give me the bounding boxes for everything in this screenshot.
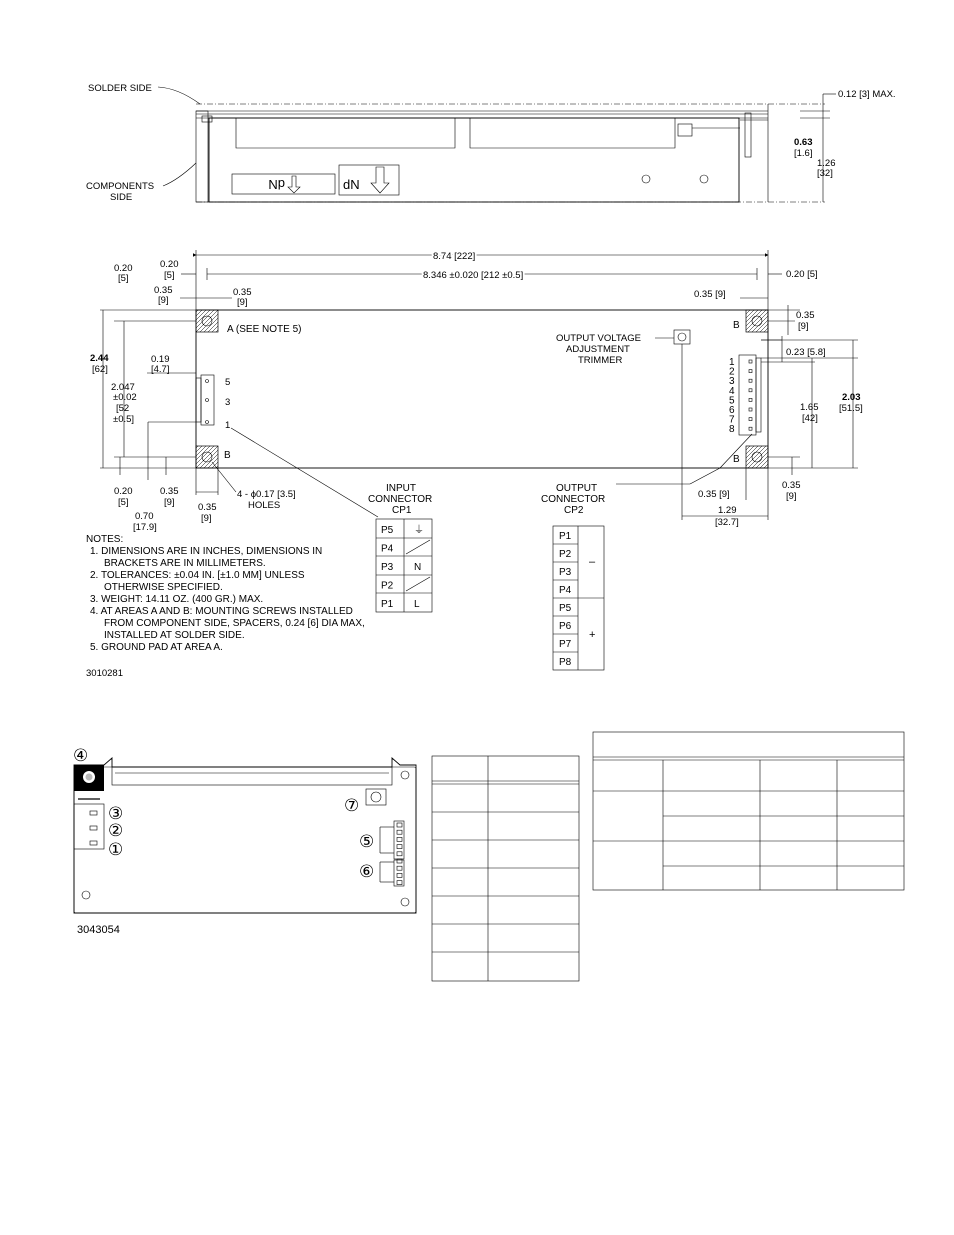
dim-2047-3: [52 — [116, 403, 130, 414]
cp2-pin: P5 — [559, 603, 572, 614]
cp2-negative: – — [589, 556, 596, 568]
dim-874: 8.74 [222] — [433, 251, 476, 262]
dim-035-d: 0.35 — [198, 502, 217, 513]
dim-129: 1.29 — [718, 505, 737, 516]
out-pin-square — [749, 398, 752, 401]
cp2-pin: P3 — [559, 567, 572, 578]
board-pin — [397, 859, 402, 863]
output-conn-label-3: CP2 — [564, 505, 584, 516]
cp2-table — [553, 526, 604, 670]
connector-label-2: dN — [343, 177, 360, 192]
board-callout-3: ③ — [108, 804, 124, 823]
connector-label-1: dN — [268, 177, 285, 192]
top-view — [90, 250, 863, 533]
trimmer-label-1: OUTPUT VOLTAGE — [556, 333, 641, 344]
board-pin — [397, 866, 402, 870]
out-pin-label: 7 — [729, 414, 735, 426]
cp2-pin: P4 — [559, 585, 572, 596]
dim-035-right-side: 0.35 — [796, 310, 815, 321]
out-pin-square — [749, 379, 752, 382]
dim-2047-4: ±0.5] — [113, 414, 135, 425]
board-callout-6: ⑥ — [359, 862, 375, 881]
input-conn-label-2: CONNECTOR — [368, 494, 433, 505]
dim-020-a-mm: [5] — [118, 273, 129, 284]
note-line-1: 1. DIMENSIONS ARE IN INCHES, DIMENSIONS IN — [90, 546, 323, 557]
note-line-2: BRACKETS ARE IN MILLIMETERS. — [104, 558, 266, 569]
board-callout-4: ④ — [73, 746, 89, 765]
drawing-number-2: 3043054 — [77, 924, 120, 936]
dim-side-063-mm: [1.6] — [794, 148, 813, 159]
trimmer-label-2: ADJUSTMENT — [566, 344, 630, 355]
area-b-label-2: B — [224, 450, 231, 461]
holes-label-2: HOLES — [248, 500, 281, 511]
area-b-label-3: B — [733, 454, 740, 465]
output-conn-label-2: CONNECTOR — [541, 494, 606, 505]
note-line-9: 5. GROUND PAD AT AREA A. — [90, 642, 223, 653]
board-diagram — [73, 746, 416, 936]
dim-203-mm: [51.5] — [839, 403, 863, 414]
dim-020-c-mm: [5] — [118, 497, 129, 508]
cp1-pin: P4 — [381, 543, 394, 555]
dim-203: 2.03 — [842, 392, 861, 403]
note-line-6: 4. AT AREAS A AND B: MOUNTING SCREWS INSTALLED — [90, 606, 353, 617]
dim-035-f: 0.35 — [782, 480, 801, 491]
note-line-5: 3. WEIGHT: 14.11 OZ. (400 GR.) MAX. — [90, 594, 264, 605]
dim-035-d-mm: [9] — [201, 513, 212, 524]
out-pin-square — [749, 370, 752, 373]
board-pin — [397, 852, 402, 856]
note-line-4: OTHERWISE SPECIFIED. — [104, 582, 223, 593]
cp1-pin: P1 — [381, 599, 394, 610]
board-pin — [397, 823, 402, 827]
dim-070: 0.70 — [135, 511, 154, 522]
out-pin-label: 5 — [729, 395, 735, 407]
cp2-pin: P6 — [559, 621, 572, 632]
note-line-8: INSTALLED AT SOLDER SIDE. — [104, 630, 245, 641]
out-pin-label: 3 — [729, 376, 735, 388]
cp1-pin: P5 — [381, 525, 394, 536]
board-callout-1: ① — [108, 840, 124, 859]
out-pin-square — [749, 427, 752, 430]
dim-020-right: 0.20 [5] — [786, 269, 818, 280]
pin-1: 1 — [225, 420, 231, 431]
out-pin-square — [749, 360, 752, 363]
cp2-positive: + — [589, 629, 596, 641]
cp1-table — [376, 519, 432, 612]
board-callout-7: ⑦ — [344, 796, 360, 815]
out-pin-square — [749, 408, 752, 411]
dim-8346: 8.346 ±0.020 [212 ±0.5] — [423, 270, 524, 281]
input-conn-label-1: INPUT — [386, 483, 416, 494]
cp1-pin: P3 — [381, 562, 394, 573]
dim-070-mm: [17.9] — [133, 522, 157, 533]
dim-2047-1: 2.047 — [111, 382, 135, 393]
out-pin-label: 8 — [729, 424, 735, 436]
cp1-signal: L — [414, 599, 420, 610]
solder-side-label: SOLDER SIDE — [88, 83, 152, 94]
dim-035-right-top: 0.35 [9] — [694, 289, 726, 300]
notes-title: NOTES: — [86, 534, 124, 545]
dim-035-a: 0.35 — [154, 285, 173, 296]
out-pin-label: 6 — [729, 405, 735, 416]
dim-020-c: 0.20 — [114, 486, 133, 497]
notes — [86, 534, 365, 679]
output-conn-label-1: OUTPUT — [556, 483, 598, 494]
out-pin-square — [749, 389, 752, 392]
dim-035-f-mm: [9] — [786, 491, 797, 502]
dim-side-126: 1.26 — [817, 158, 836, 169]
out-pin-label: 2 — [729, 366, 735, 378]
dim-020-b: 0.20 — [160, 259, 179, 270]
pin-5: 5 — [225, 377, 231, 388]
note-line-3: 2. TOLERANCES: ±0.04 IN. [±1.0 MM] UNLESS — [90, 570, 305, 581]
drawing-number-1: 3010281 — [86, 668, 123, 679]
board-callout-5: ⑤ — [359, 832, 375, 851]
dim-035-c-mm: [9] — [164, 497, 175, 508]
cp2-pin: P8 — [559, 657, 572, 668]
dim-023: 0.23 [5.8] — [786, 347, 826, 358]
side-view — [86, 83, 896, 203]
dim-165: 1.65 — [800, 402, 819, 413]
dim-side-063: 0.63 — [794, 137, 813, 148]
holes-label-1: 4 - ϕ0.17 [3.5] — [237, 489, 296, 500]
dim-035-right-side-mm: [9] — [798, 321, 809, 332]
dim-019: 0.19 — [151, 354, 170, 365]
input-conn-label-3: CP1 — [392, 505, 412, 516]
cp2-pin: P7 — [559, 639, 572, 650]
cp1-pin: P2 — [381, 580, 394, 592]
dim-035-b-mm: [9] — [237, 297, 248, 308]
board-pin — [397, 873, 402, 877]
dim-019-mm: [4.7] — [151, 364, 170, 375]
components-side-label-1: COMPONENTS — [86, 181, 155, 192]
cp1-signal: ⏚ — [414, 525, 424, 536]
cp1-signal: N — [414, 562, 422, 573]
dim-035-b: 0.35 — [233, 287, 252, 298]
dim-035-e: 0.35 [9] — [698, 489, 730, 500]
empty-table-right — [593, 732, 904, 890]
dim-035-c: 0.35 — [160, 486, 179, 497]
dim-129-mm: [32.7] — [715, 517, 739, 528]
empty-table-left — [432, 756, 579, 981]
note-line-7: FROM COMPONENT SIDE, SPACERS, 0.24 [6] DIA MAX, — [104, 618, 365, 629]
out-pin-label: 1 — [729, 357, 735, 368]
dim-side-126-mm: [32] — [817, 168, 833, 179]
dim-244-mm: [62] — [92, 364, 108, 375]
board-callout-2: ② — [108, 821, 124, 840]
dim-020-a: 0.20 — [114, 263, 133, 274]
board-pin — [397, 837, 402, 841]
cp2-pin: P2 — [559, 549, 572, 560]
dim-side-max: 0.12 [3] MAX. — [838, 89, 896, 100]
area-b-label-1: B — [733, 320, 740, 331]
dim-020-b-mm: [5] — [164, 270, 175, 281]
dim-035-a-mm: [9] — [158, 295, 169, 306]
cp2-pin: P1 — [559, 531, 572, 542]
out-pin-square — [749, 418, 752, 421]
out-pin-label: 4 — [729, 385, 735, 397]
pin-3: 3 — [225, 397, 231, 408]
dim-2047-2: ±0.02 — [113, 392, 137, 403]
dim-165-mm: [42] — [802, 413, 818, 424]
trimmer-label-3: TRIMMER — [578, 355, 623, 366]
components-side-label-2: SIDE — [110, 192, 133, 203]
area-a-label: A (SEE NOTE 5) — [227, 324, 302, 335]
board-pin — [397, 881, 402, 885]
board-pin — [397, 845, 402, 849]
board-pin — [397, 830, 402, 834]
dim-244: 2.44 — [90, 353, 109, 364]
